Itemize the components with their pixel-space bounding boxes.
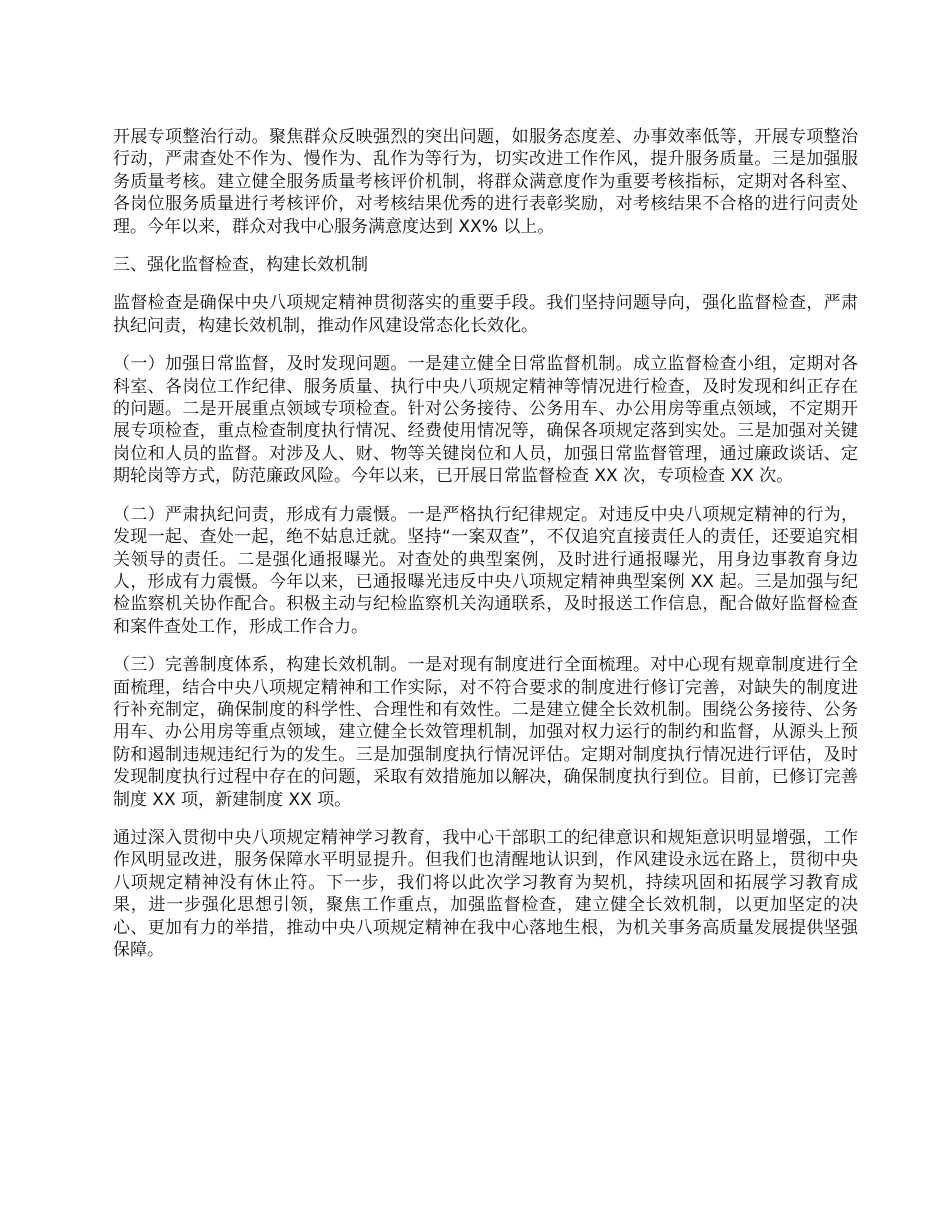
paragraph-service-rectification: 开展专项整治行动。聚焦群众反映强烈的突出问题，如服务态度差、办事效率低等，开展专项整治行动，严肃查处不作为、慢作为、乱作为等行为，切实改进工作作风，提升服务质量。三是加强服务质量考核。建立健全服务质量考核评价机制，将群众满意度作为重要考核指标，定期对各科室、各岗位服务质量进行考核评价，对考核结果优秀的进行表彰奖励，对考核结果不合格的进行问责处理。今年以来，群众对我中心服务满意度达到 XX% 以上。 bbox=[113, 127, 858, 237]
paragraph-daily-supervision: （一）加强日常监督，及时发现问题。一是建立健全日常监督机制。成立监督检查小组，定期对各科室、各岗位工作纪律、服务质量、执行中央八项规定精神等情况进行检查，及时发现和纠正存在的问题。二是开展重点领域专项检查。针对公务接待、公务用车、办公用房等重点领域，不定期开展专项检查，重点检查制度执行情况、经费使用情况等，确保各项规定落到实处。三是加强对关键岗位和人员的监督。对涉及人、财、物等关键岗位和人员，加强日常监督管理，通过廉政谈话、定期轮岗等方式，防范廉政风险。今年以来，已开展日常监督检查 XX 次，专项检查 XX 次。 bbox=[113, 354, 858, 487]
document-page bbox=[113, 126, 858, 977]
paragraph-discipline-accountability: （二）严肃执纪问责，形成有力震慑。一是严格执行纪律规定。对违反中央八项规定精神的行为，发现一起、查处一起，绝不姑息迁就。坚持“一案双查”，不仅追究直接责任人的责任，还要追究相关领导的责任。二是强化通报曝光。对查处的典型案例，及时进行通报曝光，用身边事教育身边人，形成有力震慑。今年以来，已通报曝光违反中央八项规定精神典型案例 XX 起。三是加强与纪检监察机关协作配合。积极主动与纪检监察机关沟通联系，及时报送工作信息，配合做好监督检查和案件查处工作，形成工作合力。 bbox=[113, 504, 858, 637]
paragraph-supervision-intro: 监督检查是确保中央八项规定精神贯彻落实的重要手段。我们坚持问题导向，强化监督检查，严肃执纪问责，构建长效机制，推动作风建设常态化长效化。 bbox=[113, 293, 858, 336]
paragraph-institutional-system: （三）完善制度体系，构建长效机制。一是对现有制度进行全面梳理。对中心现有规章制度进行全面梳理，结合中央八项规定精神和工作实际，对不符合要求的制度进行修订完善，对缺失的制度进行补充制定，确保制度的科学性、合理性和有效性。二是建立健全长效机制。围绕公务接待、公务用车、办公用房等重点领域，建立健全长效管理机制，加强对权力运行的制约和监督，从源头上预防和遏制违规违纪行为的发生。三是加强制度执行情况评估。定期对制度执行情况进行评估，及时发现制度执行过程中存在的问题，采取有效措施加以解决，确保制度执行到位。目前，已修订完善制度 XX 项，新建制度 XX 项。 bbox=[113, 655, 858, 810]
section-heading-supervision: 三、强化监督检查，构建长效机制 bbox=[113, 255, 368, 276]
paragraph-conclusion: 通过深入贯彻中央八项规定精神学习教育，我中心干部职工的纪律意识和规矩意识明显增强，工作作风明显改进，服务保障水平明显提升。但我们也清醒地认识到，作风建设永远在路上，贯彻中央八项规定精神没有休止符。下一步，我们将以此次学习教育为契机，持续巩固和拓展学习教育成果，进一步强化思想引领，聚焦工作重点，加强监督检查，建立健全长效机制，以更加坚定的决心、更加有力的举措，推动中央八项规定精神在我中心落地生根，为机关事务高质量发展提供坚强保障。 bbox=[113, 827, 858, 960]
